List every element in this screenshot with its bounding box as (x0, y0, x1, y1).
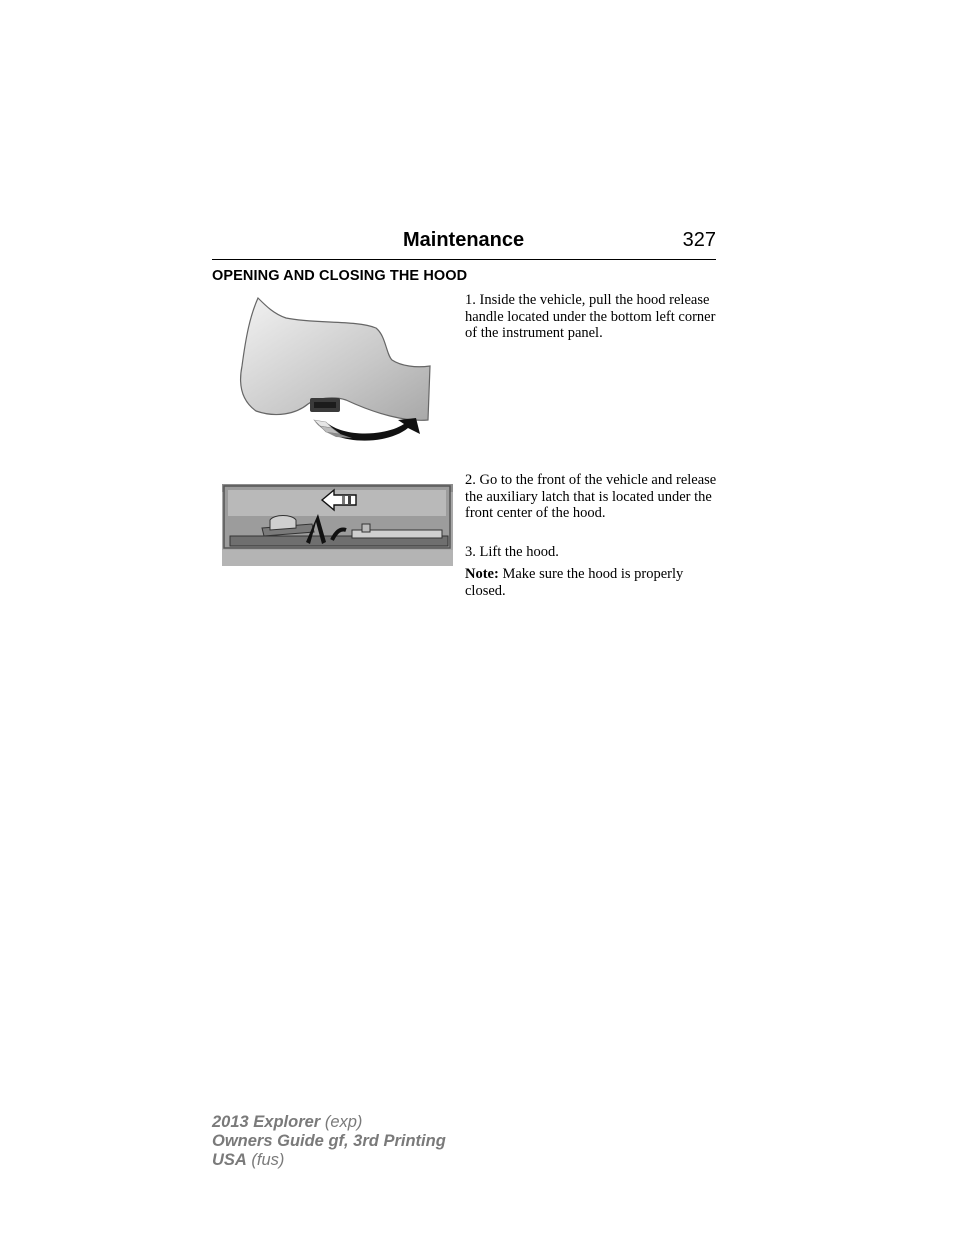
note-paragraph (465, 566, 717, 599)
page-number: 327 (682, 229, 716, 251)
step-3-text: 3. Lift the hood. (465, 544, 559, 560)
section-title: Maintenance (403, 229, 525, 251)
footer-line-1 (212, 1113, 446, 1132)
footer-line-3 (212, 1151, 446, 1170)
step-2-text: 2. Go to the front of the vehicle and release the auxiliary latch that is located under the front center of the hood. (465, 472, 717, 521)
note-text: Make sure the hood is properly closed. (465, 566, 684, 599)
footer-line-2 (212, 1132, 446, 1151)
footer-guide: Owners Guide gf, 3rd Printing (212, 1132, 446, 1150)
footer-market: USA (212, 1151, 247, 1169)
footer-market-code: (fus) (246, 1151, 285, 1169)
page-header (212, 229, 716, 260)
page-footer (212, 1113, 446, 1170)
section-heading: OPENING AND CLOSING THE HOOD (212, 268, 468, 284)
footer-model-code: (exp) (320, 1113, 363, 1131)
hood-release-handle-illustration (236, 296, 432, 454)
footer-model: 2013 Explorer (212, 1113, 321, 1131)
step-1-text: 1. Inside the vehicle, pull the hood release handle located under the bottom left corner of the instrument panel. (465, 292, 716, 341)
auxiliary-latch-illustration (222, 484, 453, 566)
note-label: Note: (465, 566, 499, 582)
